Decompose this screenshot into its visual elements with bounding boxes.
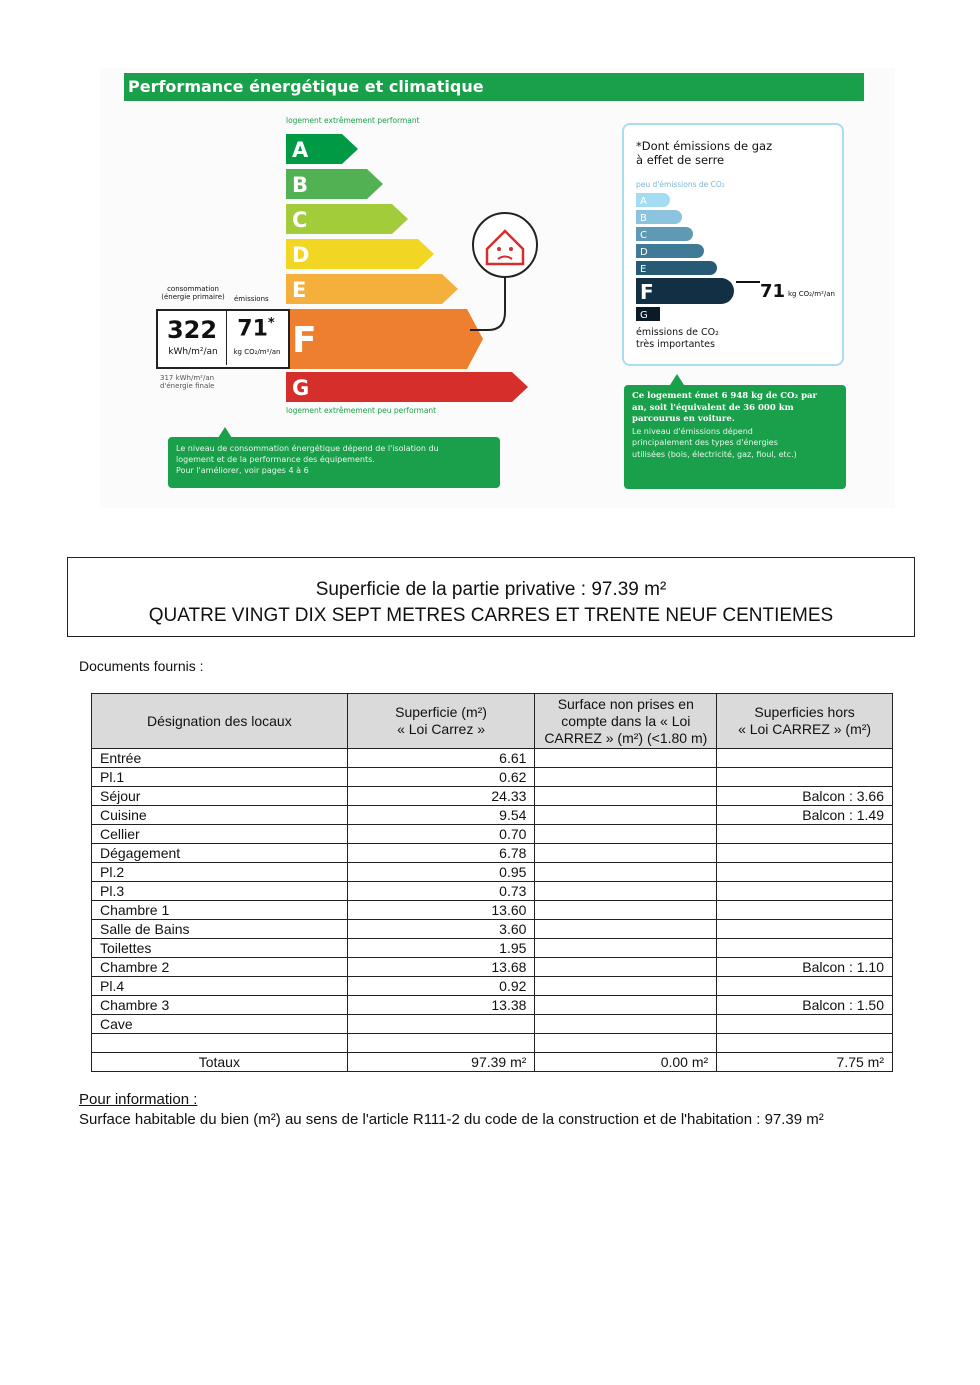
room-name: Pl.3 (92, 882, 348, 901)
room-hors-carrez: Balcon : 3.66 (717, 787, 893, 806)
room-non-prise (535, 749, 717, 768)
documents-label: Documents fournis : (79, 658, 204, 674)
ges-card (624, 385, 846, 489)
house-warning-icon (470, 212, 542, 342)
dpe-rating-letter: D (292, 243, 310, 267)
dpe-rating-g (286, 372, 528, 402)
table-row (92, 768, 893, 787)
consumption-value: 322 (166, 316, 218, 344)
dpe-note-card (168, 437, 500, 488)
room-hors-carrez (717, 939, 893, 958)
room-non-prise (535, 1034, 717, 1053)
ges-header-line1: *Dont émissions de gaz (636, 139, 773, 153)
ges-header (636, 139, 772, 167)
room-name (92, 1034, 348, 1053)
room-non-prise (535, 939, 717, 958)
ges-rating-b (636, 210, 682, 224)
room-hors-carrez (717, 882, 893, 901)
emissions-label: émissions (234, 295, 269, 303)
dpe-top-note: logement extrêmement performant (286, 116, 420, 125)
totals-row (92, 1053, 893, 1072)
room-non-prise (535, 882, 717, 901)
table-row (92, 749, 893, 768)
table-row (92, 939, 893, 958)
ges-rating-f (636, 278, 734, 304)
emissions-unit: kg CO₂/m²/an (233, 348, 281, 356)
table-row (92, 958, 893, 977)
ges-unit: kg CO₂/m²/an (788, 290, 835, 298)
table-row (92, 863, 893, 882)
ges-bottom-note-line1: émissions de CO₂ (636, 327, 719, 338)
table-row (92, 996, 893, 1015)
dpe-rating-c (286, 204, 408, 234)
ges-card-line4: Le niveau d'émissions dépend (632, 426, 753, 436)
room-name: Cellier (92, 825, 348, 844)
ges-card-line6: utilisées (bois, électricité, gaz, fioul, etc.) (632, 449, 797, 459)
ges-rating-letter: A (640, 196, 647, 207)
emissions-star: * (267, 316, 275, 331)
room-carrez: 0.62 (347, 768, 535, 787)
consumption-unit: kWh/m²/an (168, 347, 218, 357)
dpe-rating-letter: C (292, 208, 308, 232)
room-hors-carrez: Balcon : 1.49 (717, 806, 893, 825)
ges-rating-scale (636, 193, 836, 333)
header-hors-carrez: Superficies hors « Loi CARREZ » (m²) (717, 694, 893, 749)
room-hors-carrez (717, 920, 893, 939)
ges-bottom-note-line2: très importantes (636, 339, 715, 350)
room-non-prise (535, 996, 717, 1015)
room-carrez (347, 1034, 535, 1053)
dpe-note-line1: Le niveau de consommation énergétique dépend de l'isolation du (176, 444, 439, 453)
totals-carrez: 97.39 m² (347, 1053, 535, 1072)
ges-rating-letter: B (640, 213, 647, 224)
emissions-value (228, 316, 284, 341)
dpe-rating-d (286, 239, 434, 269)
table-row (92, 1015, 893, 1034)
superficie-in-words: QUATRE VINGT DIX SEPT METRES CARRES ET TRENTE NEUF CENTIEMES (148, 605, 834, 626)
room-carrez: 13.38 (347, 996, 535, 1015)
ges-bottom-note (636, 327, 719, 351)
table-row (92, 806, 893, 825)
header-surface-non-prise: Surface non prises en compte dans la « Loi CARREZ » (m²) (<1.80 m) (535, 694, 717, 749)
room-carrez: 6.61 (347, 749, 535, 768)
room-non-prise (535, 958, 717, 977)
totals-label: Totaux (92, 1053, 348, 1072)
room-name: Pl.1 (92, 768, 348, 787)
dpe-rating-letter: F (292, 320, 317, 361)
room-non-prise (535, 806, 717, 825)
table-row (92, 901, 893, 920)
info-text: Surface habitable du bien (m²) au sens de l'article R111-2 du code de la construction et de l'habitation : 97.39 m² (79, 1111, 824, 1128)
dpe-rating-b (286, 169, 383, 199)
room-carrez: 0.70 (347, 825, 535, 844)
room-hors-carrez (717, 768, 893, 787)
ges-card-line1: Ce logement émet 6 948 kg de CO₂ par (632, 391, 818, 401)
table-row (92, 825, 893, 844)
dpe-rating-letter: B (292, 173, 309, 197)
room-name: Chambre 1 (92, 901, 348, 920)
info-title: Pour information : (79, 1091, 198, 1108)
dpe-note-pointer (218, 427, 232, 438)
ges-rating-letter: D (640, 247, 648, 258)
dpe-title: Performance énergétique et climatique (124, 73, 864, 101)
ges-rating-letter: C (640, 230, 647, 241)
room-non-prise (535, 920, 717, 939)
totals-non-prise: 0.00 m² (535, 1053, 717, 1072)
ges-rating-letter: F (640, 280, 654, 304)
room-hors-carrez (717, 825, 893, 844)
table-row (92, 787, 893, 806)
room-non-prise (535, 768, 717, 787)
table-header-row (92, 694, 893, 749)
table-row (92, 1034, 893, 1053)
dpe-rating-a (286, 134, 358, 164)
ges-header-line2: à effet de serre (636, 153, 725, 167)
ges-rating-c (636, 227, 693, 241)
dpe-rating-letter: E (292, 278, 307, 302)
consumption-divider (226, 311, 227, 365)
room-name: Pl.4 (92, 977, 348, 996)
superficie-total: Superficie de la partie privative : 97.39 m² (315, 579, 667, 600)
ges-card-line5: principalement des types d'énergies (632, 438, 778, 447)
room-hors-carrez (717, 1034, 893, 1053)
final-energy-value: 317 kWh/m²/an (160, 374, 215, 382)
ges-rating-d (636, 244, 704, 258)
room-name: Pl.2 (92, 863, 348, 882)
room-hors-carrez: Balcon : 1.50 (717, 996, 893, 1015)
room-carrez: 13.60 (347, 901, 535, 920)
consumption-label (160, 285, 226, 301)
room-name: Entrée (92, 749, 348, 768)
room-hors-carrez (717, 749, 893, 768)
header-designation: Désignation des locaux (92, 694, 348, 749)
dpe-rating-f (286, 309, 483, 369)
room-name: Chambre 3 (92, 996, 348, 1015)
final-energy (160, 374, 214, 390)
consumption-label-sub: (énergie primaire) (161, 293, 225, 301)
ges-rating-g (636, 307, 660, 321)
room-non-prise (535, 901, 717, 920)
dpe-bottom-note: logement extrêmement peu performant (286, 406, 437, 415)
room-non-prise (535, 787, 717, 806)
table-row (92, 882, 893, 901)
totals-hors-carrez: 7.75 m² (717, 1053, 893, 1072)
room-carrez: 6.78 (347, 844, 535, 863)
room-carrez (347, 1015, 535, 1034)
dpe-rating-e (286, 274, 458, 304)
dpe-rating-letter: A (292, 138, 309, 162)
ges-value-pointer (736, 281, 760, 283)
room-non-prise (535, 1015, 717, 1034)
room-hors-carrez (717, 1015, 893, 1034)
room-hors-carrez (717, 977, 893, 996)
ges-card-line3: parcourus en voiture. (632, 414, 735, 424)
room-name: Dégagement (92, 844, 348, 863)
room-non-prise (535, 863, 717, 882)
table-row (92, 844, 893, 863)
room-carrez: 0.73 (347, 882, 535, 901)
dpe-rating-letter: G (292, 376, 310, 400)
room-name: Salle de Bains (92, 920, 348, 939)
dpe-note-line3: Pour l'améliorer, voir pages 4 à 6 (176, 466, 309, 475)
room-hors-carrez (717, 863, 893, 882)
room-carrez: 0.92 (347, 977, 535, 996)
ges-card-pointer (670, 374, 684, 385)
room-hors-carrez (717, 901, 893, 920)
surface-table (91, 693, 893, 1072)
emissions-number: 71 (237, 316, 268, 342)
superficie-box (67, 557, 915, 637)
room-carrez: 1.95 (347, 939, 535, 958)
ges-card-line2: an, soit l'équivalent de 36 000 km (632, 402, 794, 413)
room-carrez: 3.60 (347, 920, 535, 939)
ges-rating-letter: G (640, 310, 648, 321)
consumption-label-text: consommation (167, 285, 219, 293)
room-carrez: 24.33 (347, 787, 535, 806)
header-superficie-carrez: Superficie (m²) « Loi Carrez » (347, 694, 535, 749)
room-non-prise (535, 977, 717, 996)
ges-rating-e (636, 261, 717, 275)
room-carrez: 9.54 (347, 806, 535, 825)
final-energy-label: d'énergie finale (160, 382, 215, 390)
ges-value: 71 (760, 281, 786, 302)
room-non-prise (535, 844, 717, 863)
room-carrez: 13.68 (347, 958, 535, 977)
room-carrez: 0.95 (347, 863, 535, 882)
room-name: Séjour (92, 787, 348, 806)
room-hors-carrez (717, 844, 893, 863)
room-name: Cave (92, 1015, 348, 1034)
room-name: Cuisine (92, 806, 348, 825)
ges-rating-letter: E (640, 264, 647, 275)
room-non-prise (535, 825, 717, 844)
ges-rating-a (636, 193, 670, 207)
dpe-note-line2: logement et de la performance des équipements. (176, 455, 375, 464)
room-name: Toilettes (92, 939, 348, 958)
table-row (92, 920, 893, 939)
room-name: Chambre 2 (92, 958, 348, 977)
table-row (92, 977, 893, 996)
ges-top-note: peu d'émissions de CO₂ (636, 180, 725, 189)
room-hors-carrez: Balcon : 1.10 (717, 958, 893, 977)
